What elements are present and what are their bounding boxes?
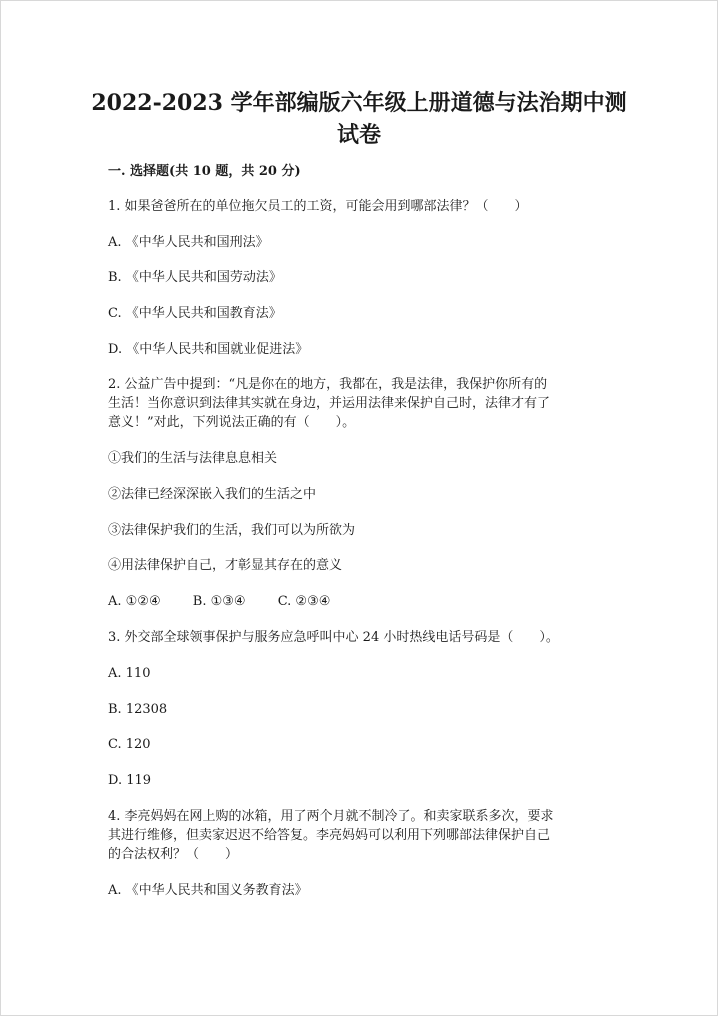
question-2-statement-2: ②法律已经深深嵌入我们的生活之中: [108, 487, 317, 502]
question-4-stem-line-1: 4. 李亮妈妈在网上购的冰箱，用了两个月就不制冷了。和卖家联系多次，要求: [108, 809, 554, 824]
question-1-option-c: C. 《中华人民共和国教育法》: [108, 306, 282, 321]
question-2-statement-1: ①我们的生活与法律息息相关: [108, 451, 278, 466]
question-3-stem: 3. 外交部全球领事保护与服务应急呼叫中心 24 小时热线电话号码是（ ）。: [108, 630, 559, 645]
question-2-option-b: B. ①③④: [192, 594, 246, 609]
document-title: [61, 87, 657, 151]
question-1-option-d: D. 《中华人民共和国就业促进法》: [108, 342, 309, 357]
question-2-statement-4: ④用法律保护自己，才彰显其存在的意义: [108, 558, 343, 573]
section-heading: 一. 选择题(共 10 题，共 20 分): [108, 164, 301, 179]
title-line-1: 2022-2023 学年部编版六年级上册道德与法治期中测: [91, 90, 627, 116]
question-4-stem-line-3: 的合法权利？（ ）: [108, 847, 239, 862]
question-2-statement-3: ③法律保护我们的生活，我们可以为所欲为: [108, 523, 356, 538]
question-2-option-a: A. ①②④: [108, 594, 161, 609]
question-1-option-a: A. 《中华人民共和国刑法》: [108, 235, 269, 250]
question-2-stem-line-2: 生活！当你意识到法律其实就在身边，并运用法律来保护自己时，法律才有了: [108, 396, 551, 411]
question-2-options: [108, 593, 657, 611]
question-4-stem-line-2: 其进行维修，但卖家迟迟不给答复。李亮妈妈可以利用下列哪部法律保护自己: [108, 828, 551, 843]
question-1-stem: 1. 如果爸爸所在的单位拖欠员工的工资，可能会用到哪部法律？（ ）: [108, 199, 528, 214]
question-3-option-d: D. 119: [108, 773, 152, 788]
question-3-option-a: A. 110: [108, 666, 151, 681]
question-1-option-b: B. 《中华人民共和国劳动法》: [108, 270, 282, 285]
question-2-option-c: C. ②③④: [277, 594, 331, 609]
question-3-option-b: B. 12308: [108, 702, 168, 717]
question-2-stem-line-3: 意义！”对此，下列说法正确的有（ ）。: [108, 415, 356, 430]
question-2-stem-line-1: 2. 公益广告中提到：“凡是你在的地方，我都在，我是法律，我保护你所有的: [108, 377, 548, 392]
question-4-option-a: A. 《中华人民共和国义务教育法》: [108, 883, 308, 898]
question-3-option-c: C. 120: [108, 737, 151, 752]
title-line-2: 试卷: [336, 122, 381, 148]
